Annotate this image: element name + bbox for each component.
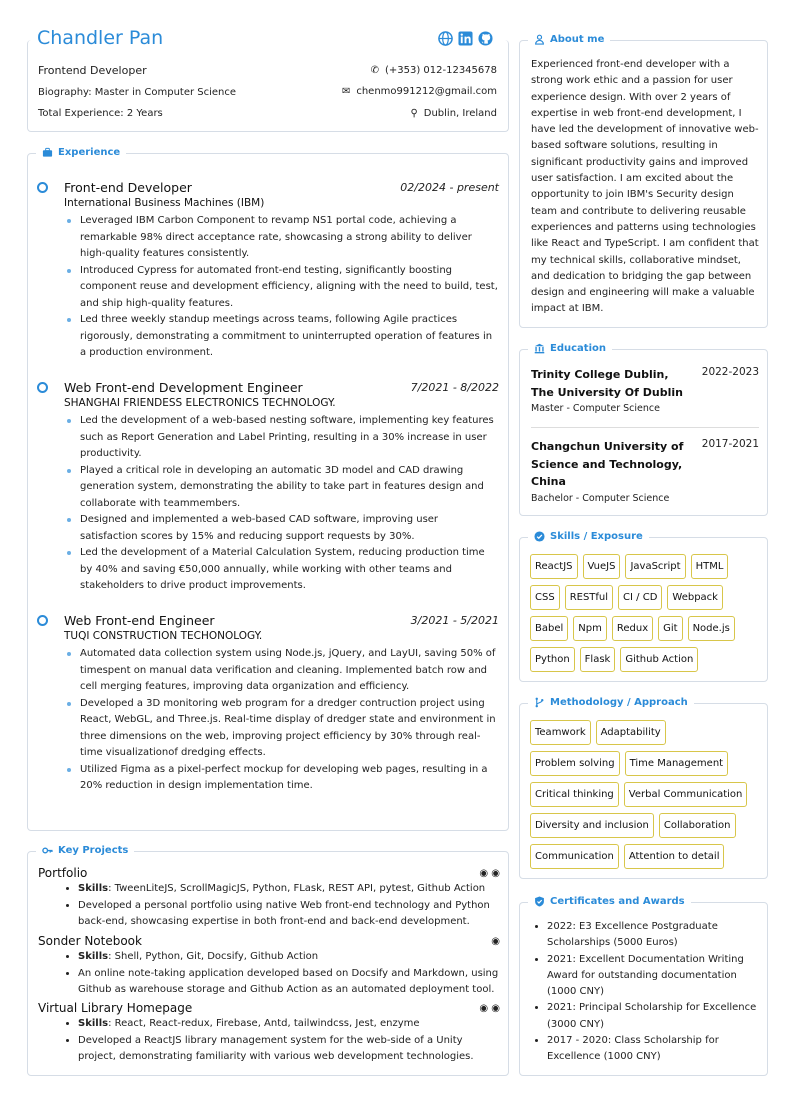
skills-heading-text: Skills / Exposure xyxy=(550,531,643,542)
skill-tag: CSS xyxy=(530,585,560,610)
experience-heading xyxy=(36,147,126,158)
globe-icon[interactable]: ◉ xyxy=(479,868,489,879)
skill-tag: Python xyxy=(530,647,575,672)
certificates-card xyxy=(519,896,768,1076)
project-links xyxy=(491,936,500,947)
project-skills-text: : React, React-redux, Firebase, Antd, tailwindcss, Jest, enzyme xyxy=(108,1018,420,1029)
projects-heading-text: Key Projects xyxy=(58,845,129,856)
project-entry xyxy=(38,934,500,999)
skills-heading xyxy=(528,531,649,542)
project-entry xyxy=(38,866,500,931)
project-details xyxy=(78,949,500,999)
envelope-icon: ✉ xyxy=(341,86,351,97)
degree: Master - Computer Science xyxy=(531,403,660,414)
education-card xyxy=(519,343,768,516)
certificate-item: • 2017 - 2020: Class Scholarship for Excellence (1000 CNY) xyxy=(547,1033,759,1066)
about-heading xyxy=(528,34,610,45)
experience-card xyxy=(27,147,509,831)
job-bullets xyxy=(80,213,498,362)
project-skills-label: Skills xyxy=(78,1018,109,1029)
certificates-list xyxy=(547,919,759,1066)
job-bullet: Led the development of a Material Calculation System, reducing production time by 40% and saving €50,000 annually, while working with other teams and stakeholders to drive product improvements. xyxy=(80,545,498,595)
social-links xyxy=(435,31,496,46)
education-years: 2022-2023 xyxy=(701,366,759,378)
certificates-heading-text: Certificates and Awards xyxy=(550,896,685,907)
project-skills-text: : TweenLiteJS, ScrollMagicJS, Python, FLask, REST API, pytest, Github Action xyxy=(108,883,486,894)
location-row xyxy=(410,108,497,119)
project-entry xyxy=(38,1001,500,1066)
job-date: 3/2021 - 5/2021 xyxy=(410,614,499,627)
about-heading-text: About me xyxy=(550,34,605,45)
job-bullet: Led three weekly standup meetings across teams, following Agile practices rigorously, demonstrating a commitment to uninterrupted operation of features in a production environment. xyxy=(80,312,498,362)
github-icon[interactable]: ◉ xyxy=(491,868,500,879)
job-title: Web Front-end Development Engineer xyxy=(64,380,303,395)
skill-tag: Npm xyxy=(573,616,607,641)
method-tag: Critical thinking xyxy=(530,782,619,807)
skill-tag: Webpack xyxy=(667,585,723,610)
project-name: Sonder Notebook xyxy=(38,934,142,948)
email-row xyxy=(342,86,497,97)
job-bullet: Played a critical role in developing an automatic 3D model and CAD drawing generation system, demonstrating the ability to take part in features design and collaborate with teammembers. xyxy=(80,463,498,513)
project-skills-label: Skills xyxy=(78,883,109,894)
about-card xyxy=(519,34,768,328)
methodology-card xyxy=(519,697,768,879)
timeline-dot xyxy=(37,382,48,393)
job-bullet: Utilized Figma as a pixel-perfect mockup for developing web pages, resulting in a 20% reduction in design implementation time. xyxy=(80,762,498,795)
method-tag: Problem solving xyxy=(530,751,620,776)
skill-tag: Git xyxy=(658,616,682,641)
projects-heading xyxy=(36,845,134,856)
methodology-tags xyxy=(530,720,760,869)
certificate-item: • 2022: E3 Excellence Postgraduate Scholarships (5000 Euros) xyxy=(547,919,759,952)
biography: Biography: Master in Computer Science xyxy=(38,87,237,98)
certificate-item: • 2021: Principal Scholarship for Excellence (3000 CNY) xyxy=(547,1000,759,1033)
person-icon xyxy=(534,34,545,45)
degree: Bachelor - Computer Science xyxy=(531,492,670,504)
key-icon xyxy=(42,845,53,856)
method-tag: Teamwork xyxy=(530,720,591,745)
job-role: Frontend Developer xyxy=(38,64,147,77)
project-links xyxy=(479,868,500,879)
school-name: Changchun University of Science and Technology, China xyxy=(531,440,684,488)
skill-tag: Babel xyxy=(530,616,568,641)
method-tag: Diversity and inclusion xyxy=(530,813,654,838)
method-tag: Verbal Communication xyxy=(624,782,748,807)
institution-icon xyxy=(534,343,545,354)
skill-tag: JavaScript xyxy=(625,554,685,579)
skill-tag: Node.js xyxy=(688,616,735,641)
job-company: International Business Machines (IBM) xyxy=(64,197,265,209)
timeline-dot xyxy=(37,182,48,193)
job-bullet: Designed and implemented a web-based CAD software, improving user satisfaction scores by 15% and reducing support requests by 30%. xyxy=(80,512,498,545)
project-links xyxy=(479,1003,500,1014)
email-text[interactable]: chenmo991212@gmail.com xyxy=(356,86,497,97)
github-icon[interactable]: ◉ xyxy=(491,1003,500,1014)
about-text: Experienced front-end developer with a strong work ethic and a passion for user experience design. With over 2 years of expertise in web front-end development, I have led the development of innovative web-based software solutions, resulting in significant productivity gains and improved user satisfaction. I am excited about the opportunity to join IBM's Security design team and contribute to delivering reusable experiences and patterns using technologies like React and TypeScript. I am confident that my technical skills, collaborative mindset, and dedication to bridging the gap between design and engineering will make a valuable impact at IBM. xyxy=(531,59,759,315)
method-tag: Collaboration xyxy=(659,813,736,838)
header-card xyxy=(27,27,509,132)
skill-tag: VueJS xyxy=(583,554,621,579)
job-date: 7/2021 - 8/2022 xyxy=(410,381,499,394)
certificates-heading xyxy=(528,896,691,907)
phone-row xyxy=(371,65,497,76)
verified-badge-icon xyxy=(534,531,545,542)
methodology-heading-text: Methodology / Approach xyxy=(550,697,688,708)
location-text: Dublin, Ireland xyxy=(423,108,497,119)
project-skills xyxy=(78,881,500,898)
project-skills xyxy=(78,949,500,966)
education-heading xyxy=(528,343,612,354)
school-name: Trinity College Dublin, The University Of Dublin xyxy=(531,368,683,399)
job-bullet: Developed a 3D monitoring web program for a dredger contruction project using React, WebGL, and Three.js. Real-time display of dredger state and environment in three dimensions on the web, improving project efficiency by 30% through real-time visualizationof dredging effects. xyxy=(80,696,498,762)
method-tag: Adaptability xyxy=(596,720,666,745)
shield-check-icon xyxy=(534,896,545,907)
project-skills-label: Skills xyxy=(78,951,109,962)
project-description: • Developed a personal portfolio using native Web front-end technology and Python back-end, showcasing expertise in both front-end and back-end development. xyxy=(78,898,500,931)
job-bullet: Leveraged IBM Carbon Component to revamp NS1 portal code, achieving a remarkable 98% direct acceptance rate, showcasing a strong ability to deliver high-quality features consistently. xyxy=(80,213,498,263)
phone-icon: ✆ xyxy=(370,65,379,76)
job-bullet: Led the development of a web-based nesting software, implementing key features such as Report Generation and Label Printing, resulting in a 30% increase in user productivity. xyxy=(80,413,498,463)
skill-tag: HTML xyxy=(691,554,729,579)
skills-card xyxy=(519,531,768,682)
globe-icon[interactable] xyxy=(438,31,453,46)
skill-tag: RESTful xyxy=(565,585,613,610)
phone-text: (+353) 012-12345678 xyxy=(384,65,497,76)
skills-tags xyxy=(530,554,760,672)
education-entry xyxy=(531,438,759,504)
job-bullet: Introduced Cypress for automated front-end testing, significantly boosting component reuse and development efficiency, aligning with the need to build, test, and ship high-quality features. xyxy=(80,263,498,313)
briefcase-icon xyxy=(42,147,53,158)
education-entry xyxy=(531,366,759,414)
project-name: Virtual Library Homepage xyxy=(38,1001,193,1015)
globe-icon[interactable]: ◉ xyxy=(479,1003,489,1014)
job-title: Front-end Developer xyxy=(64,180,192,195)
github-icon[interactable] xyxy=(478,31,493,46)
skill-tag: Redux xyxy=(612,616,653,641)
experience-heading-text: Experience xyxy=(58,147,121,158)
branch-icon xyxy=(534,697,545,708)
job-company: SHANGHAI FRIENDESS ELECTRONICS TECHNOLOGY. xyxy=(64,397,336,409)
linkedin-icon[interactable] xyxy=(458,31,473,46)
skill-tag: Github Action xyxy=(620,647,698,672)
candidate-name: Chandler Pan xyxy=(37,27,169,49)
skill-tag: CI / CD xyxy=(618,585,662,610)
projects-card xyxy=(27,845,509,1076)
project-description: • An online note-taking application developed based on Docsify and Markdown, using Github as warehouse storage and Github Action as an automated deployment tool. xyxy=(78,966,500,999)
job-bullets xyxy=(80,646,498,795)
job-bullets xyxy=(80,413,498,595)
globe-icon[interactable]: ◉ xyxy=(491,936,500,947)
project-skills-text: : Shell, Python, Git, Docsify, Github Action xyxy=(108,951,319,962)
total-experience: Total Experience: 2 Years xyxy=(38,108,163,119)
skill-tag: ReactJS xyxy=(530,554,578,579)
job-bullet: Automated data collection system using Node.js, jQuery, and LayUI, saving 50% of timespent on manual data verification and cleaning. Implemented batch row and cell merging features, improving data organization and efficiency. xyxy=(80,646,498,696)
method-tag: Time Management xyxy=(625,751,729,776)
project-skills xyxy=(78,1016,500,1033)
education-heading-text: Education xyxy=(550,343,606,354)
timeline-dot xyxy=(37,615,48,626)
job-company: TUQI CONSTRUCTION TECHONOLOGY. xyxy=(64,630,263,642)
certificate-item: • 2021: Excellent Documentation Writing Award for outstanding documentation (1000 CNY) xyxy=(547,952,759,1001)
project-details xyxy=(78,1016,500,1066)
project-name: Portfolio xyxy=(38,866,88,880)
method-tag: Communication xyxy=(530,844,619,869)
method-tag: Attention to detail xyxy=(624,844,725,869)
location-pin-icon: ⚲ xyxy=(410,108,418,119)
project-description: • Developed a ReactJS library management system for the web-side of a Unity project, demonstrating familiarity with various web development technologies. xyxy=(78,1033,500,1066)
methodology-heading xyxy=(528,697,694,708)
job-title: Web Front-end Engineer xyxy=(64,613,215,628)
skill-tag: Flask xyxy=(580,647,616,672)
divider xyxy=(531,427,759,428)
education-years: 2017-2021 xyxy=(701,438,759,450)
project-details xyxy=(78,881,500,931)
job-date: 02/2024 - present xyxy=(400,181,499,194)
